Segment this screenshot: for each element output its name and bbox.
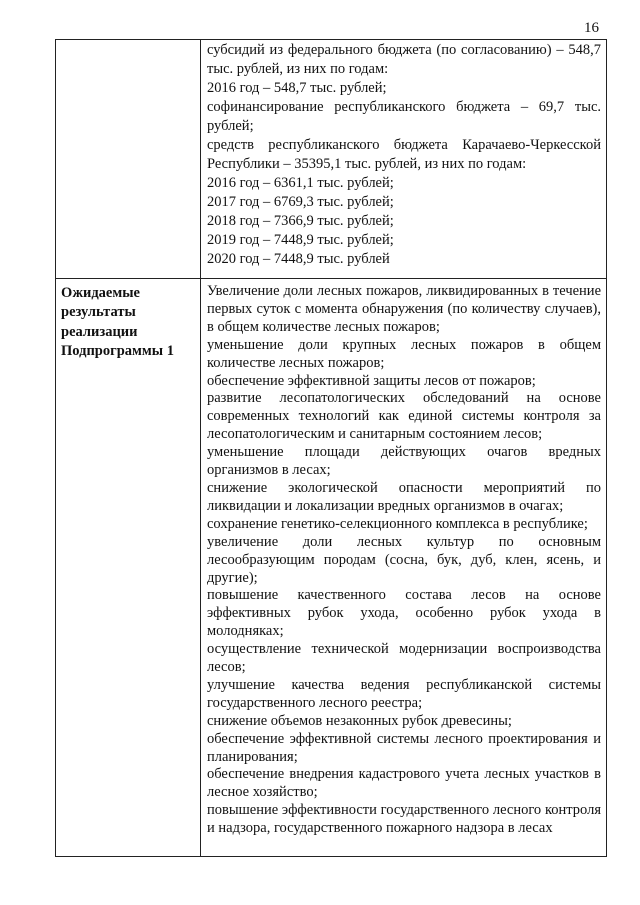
results-label-cell (56, 279, 201, 857)
funding-label-cell (56, 40, 201, 279)
funding-row (56, 40, 607, 279)
result-item: сохранение генетико-селекционного комплекса в республике; (207, 515, 588, 532)
funding-line: 2018 год – 7366,9 тыс. рублей; (207, 213, 394, 229)
funding-content-cell (201, 40, 607, 279)
results-row (56, 279, 607, 857)
funding-content (201, 40, 606, 269)
funding-line: 2020 год – 7448,9 тыс. рублей (207, 251, 390, 267)
results-label-line: Подпрограммы 1 (61, 342, 174, 359)
result-item: улучшение качества ведения республиканской системы государственного лесного реестра; (207, 676, 601, 711)
funding-line: 2019 год – 7448,9 тыс. рублей; (207, 232, 394, 248)
result-item: снижение объемов незаконных рубок древесины; (207, 712, 512, 729)
result-item: уменьшение доли крупных лесных пожаров в общем количестве лесных пожаров; (207, 336, 601, 371)
result-item: развитие лесопатологических обследований на основе современных технологий как единой системы контроля за лесопатологическим и санитарным состоянием лесов; (207, 390, 601, 443)
results-label-line: результаты (61, 304, 136, 321)
funding-line: средств республиканского бюджета Карачаево-Черкесской Республики – 35395,1 тыс. рублей, из них по годам: (207, 137, 601, 172)
funding-line: софинансирование республиканского бюджета – 69,7 тыс. рублей; (207, 99, 601, 134)
result-item: снижение экологической опасности мероприятий по ликвидации и локализации вредных организмов в очагах; (207, 479, 601, 514)
result-item: осуществление технической модернизации воспроизводства лесов; (207, 641, 601, 676)
result-item: Увеличение доли лесных пожаров, ликвидированных в течение первых суток с момента обнаружения (по количеству случаев), в общем количестве лесных пожаров; (207, 283, 601, 335)
result-item: увеличение доли лесных культур по основным лесообразующим породам (сосна, бук, дуб, клен, ясень, и другие); (207, 533, 601, 586)
funding-line: 2016 год – 6361,1 тыс. рублей; (207, 175, 394, 191)
page-number: 16 (584, 20, 599, 36)
results-label-line: реализации (61, 323, 138, 340)
result-item: обеспечение эффективной системы лесного проектирования и планирования; (207, 730, 601, 765)
result-item: обеспечение внедрения кадастрового учета лесных участков в лесное хозяйство; (207, 766, 601, 801)
results-content (201, 279, 606, 838)
result-item: повышение эффективности государственного лесного контроля и надзора, государственного пожарного надзора в лесах (207, 802, 601, 837)
result-item: обеспечение эффективной защиты лесов от пожаров; (207, 372, 536, 389)
funding-line: 2017 год – 6769,3 тыс. рублей; (207, 194, 394, 210)
results-label (56, 279, 200, 361)
result-item: уменьшение площади действующих очагов вредных организмов в лесах; (207, 444, 601, 479)
funding-line: субсидий из федерального бюджета (по согласованию) – 548,7 тыс. рублей, из них по годам: (207, 42, 601, 77)
result-item: повышение качественного состава лесов на основе эффективных рубок ухода, особенно рубок ухода в молодняках; (207, 587, 601, 640)
funding-line: 2016 год – 548,7 тыс. рублей; (207, 80, 387, 96)
program-table (55, 39, 607, 857)
results-label-line: Ожидаемые (61, 285, 140, 301)
results-content-cell (201, 279, 607, 857)
